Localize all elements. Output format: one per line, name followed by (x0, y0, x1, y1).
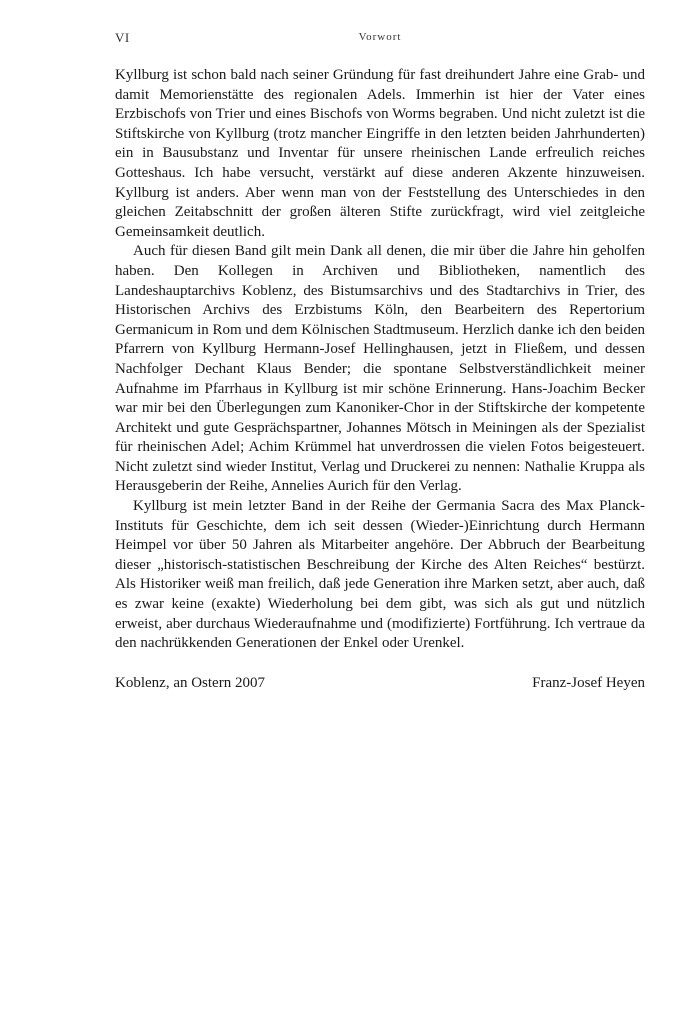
page (115, 30, 645, 695)
place-date: Koblenz, an Ostern 2007 (115, 674, 265, 691)
paragraph-3: Kyllburg ist mein letzter Band in der Reihe der Germania Sacra des Max Planck-Instituts für Geschichte, dem ich seit dessen (Wieder-)Einrichtung durch Hermann Heimpel vor über 50 Jahren als Mitarbeiter angehöre. Der Abbruch der Bearbeitung dieser „historisch-statistischen Beschreibung der Kirche des Alten Reiches“ bestürzt. Als Historiker weiß man freilich, daß jede Generation ihre Marken setzt, aber auch, daß es zwar keine (exakte) Wiederholung bei dem gibt, was sich als gut und nützlich erweist, aber durchaus Wiederaufnahme und (modifizierte) Fortführung. Ich vertraue da den nachrükkenden Generationen der Enkel oder Urenkel. (115, 498, 645, 652)
running-head (115, 30, 645, 52)
author-name: Franz-Josef Heyen (532, 674, 645, 691)
page-number: VI (115, 30, 130, 45)
paragraph-2: Auch für diesen Band gilt mein Dank all denen, die mir über die Jahre hin geholfen haben. Den Kollegen in Archiven und Bibliotheken, namentlich des Landeshauptarchivs Koblenz, des Bistumsarchivs und des Stadtarchivs in Trier, des Historischen Archivs des Erzbistums Köln, den Bearbeitern des Repertorium Germanicum in Rom und dem Kölnischen Stadtmuseum. Herzlich danke ich den beiden Pfarrern von Kyllburg Hermann-Josef Hellinghausen, jetzt in Fließem, und dessen Nachfolger Dechant Klaus Bender; die spontane Selbstverständlichkeit meiner Aufnahme im Pfarrhaus in Kyllburg ist mir schöne Erinnerung. Hans-Joachim Becker war mir bei den Überlegungen zum Kanoniker-Chor in der Stiftskirche der kompetente Architekt und gute Gesprächspartner, Johannes Mötsch in Meiningen als der Spezialist für rheinischen Adel; Achim Krümmel hat unverdrossen die vielen Fotos beigesteuert. Nicht zuletzt sind wieder Institut, Verlag und Druckerei zu nennen: Nathalie Kruppa als Herausgeberin der Reihe, Annelies Aurich für den Verlag. (115, 243, 645, 495)
body-text (115, 66, 645, 654)
signature-line (115, 675, 645, 695)
running-title: Vorwort (358, 31, 402, 43)
paragraph-1: Kyllburg ist schon bald nach seiner Gründung für fast dreihundert Jahre eine Grab- und damit Memorienstätte des regionalen Adels. Immerhin ist hier der Vater eines Erzbischofs von Trier und eines Bischofs von Worms begraben. Und nicht zuletzt ist die Stiftskirche von Kyllburg (trotz mancher Eingriffe in den letzten beiden Jahrhunderten) ein in Bausubstanz und Inventar für unsere rheinischen Lande erfreulich reiches Gotteshaus. Ich habe versucht, verstärkt auf diese anderen Akzente hinzuweisen. Kyllburg ist anders. Aber wenn man von der Feststellung des Unterschiedes in den gleichen Zeitabschnitt der großen älteren Stifte zurückfragt, wird viel zeitgleiche Gemeinsamkeit deutlich. (115, 67, 645, 240)
